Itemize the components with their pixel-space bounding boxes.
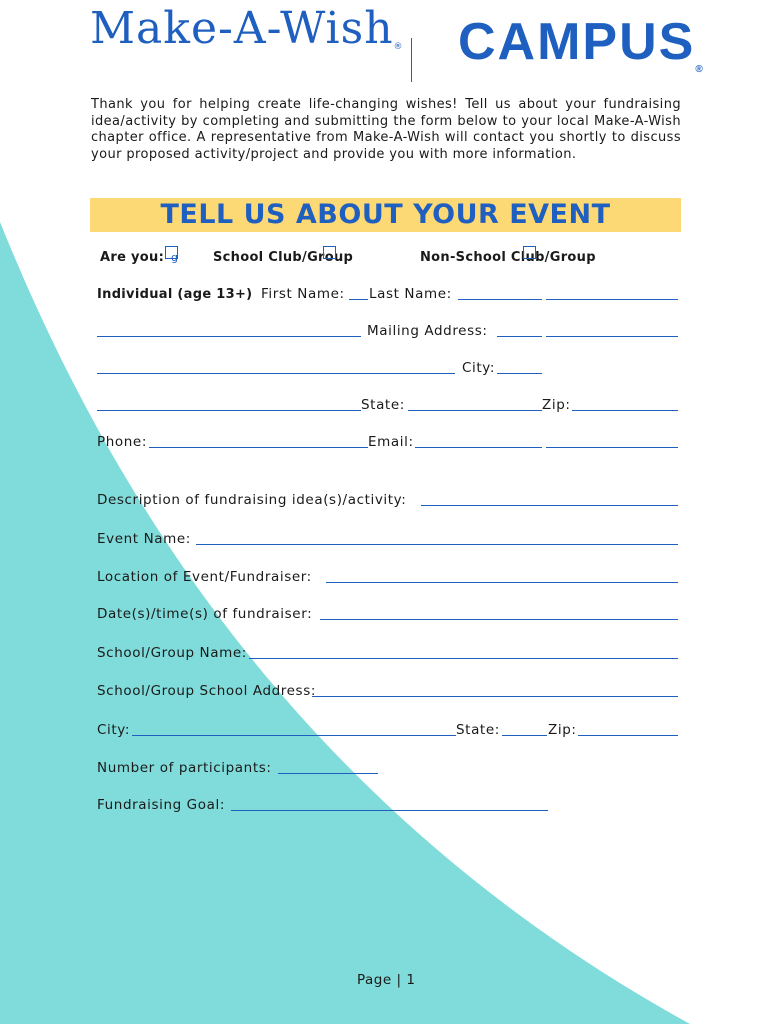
first-name-label: First Name: bbox=[261, 286, 345, 302]
campus-logo: CAMPUS® bbox=[458, 13, 703, 75]
dates-times-field[interactable] bbox=[320, 619, 678, 620]
first-name-field[interactable] bbox=[349, 299, 368, 300]
school-group-name-label: School/Group Name: bbox=[97, 645, 247, 661]
mailing-address-field[interactable] bbox=[497, 336, 542, 337]
email-label: Email: bbox=[368, 434, 414, 450]
make-a-wish-logo: Make-A-Wish® bbox=[90, 3, 404, 54]
phone-label: Phone: bbox=[97, 434, 147, 450]
school-club-checkbox[interactable] bbox=[323, 246, 336, 259]
city2-label: City: bbox=[97, 722, 131, 738]
checkbox-glyph: g bbox=[171, 251, 179, 264]
phone-field[interactable] bbox=[149, 447, 368, 448]
goal-label: Fundraising Goal: bbox=[97, 797, 225, 813]
school-group-address-label: School/Group School Address: bbox=[97, 683, 316, 699]
state-label: State: bbox=[361, 397, 405, 413]
logo-divider bbox=[411, 38, 412, 82]
event-name-field[interactable] bbox=[196, 544, 678, 545]
zip2-label: Zip: bbox=[548, 722, 577, 738]
event-name-label: Event Name: bbox=[97, 531, 191, 547]
description-label: Description of fundraising idea(s)/activity: bbox=[97, 492, 407, 508]
non-school-club-checkbox[interactable] bbox=[523, 246, 536, 259]
city-field[interactable] bbox=[497, 373, 542, 374]
school-group-address-field[interactable] bbox=[312, 696, 678, 697]
email-field-continued[interactable] bbox=[546, 447, 678, 448]
option-non-school-club: Non-School Club/Group bbox=[420, 250, 596, 265]
last-name-label: Last Name: bbox=[369, 286, 452, 302]
banner-title: TELL US ABOUT YOUR EVENT bbox=[160, 199, 611, 230]
email-field[interactable] bbox=[415, 447, 542, 448]
zip2-field[interactable] bbox=[578, 735, 678, 736]
last-name-field-continued[interactable] bbox=[546, 299, 678, 300]
are-you-label: Are you: bbox=[100, 250, 165, 265]
city-label: City: bbox=[462, 360, 496, 376]
section-banner bbox=[90, 198, 681, 232]
description-field[interactable] bbox=[421, 505, 678, 506]
city-continued-field[interactable] bbox=[97, 410, 361, 411]
dates-times-label: Date(s)/time(s) of fundraiser: bbox=[97, 606, 313, 622]
location-field[interactable] bbox=[326, 582, 678, 583]
page-number: Page | 1 bbox=[357, 972, 416, 988]
mailing-address-label: Mailing Address: bbox=[367, 323, 488, 339]
city2-field[interactable] bbox=[132, 735, 456, 736]
address-continued-field[interactable] bbox=[97, 373, 455, 374]
participants-label: Number of participants: bbox=[97, 760, 272, 776]
option-school-club: School Club/Group bbox=[213, 250, 354, 265]
mailing-address-field-continued[interactable] bbox=[546, 336, 678, 337]
last-name-field[interactable] bbox=[458, 299, 542, 300]
state2-label: State: bbox=[456, 722, 500, 738]
zip-field[interactable] bbox=[572, 410, 678, 411]
intro-paragraph: Thank you for helping create life-changing wishes! Tell us about your fundraising idea/activity by completing and submitting the form below to your local Make-A-Wish chapter office. A representative from Make-A-Wish will contact you shortly to discuss your proposed activity/project and provide you with more information. bbox=[91, 97, 681, 162]
option-individual: Individual (age 13+) bbox=[97, 287, 253, 302]
state2-field[interactable] bbox=[502, 735, 547, 736]
zip-label: Zip: bbox=[542, 397, 571, 413]
state-field[interactable] bbox=[408, 410, 542, 411]
school-group-name-field[interactable] bbox=[249, 658, 678, 659]
name-continued-field[interactable] bbox=[97, 336, 361, 337]
location-label: Location of Event/Fundraiser: bbox=[97, 569, 312, 585]
goal-field[interactable] bbox=[231, 810, 548, 811]
participants-field[interactable] bbox=[278, 773, 378, 774]
